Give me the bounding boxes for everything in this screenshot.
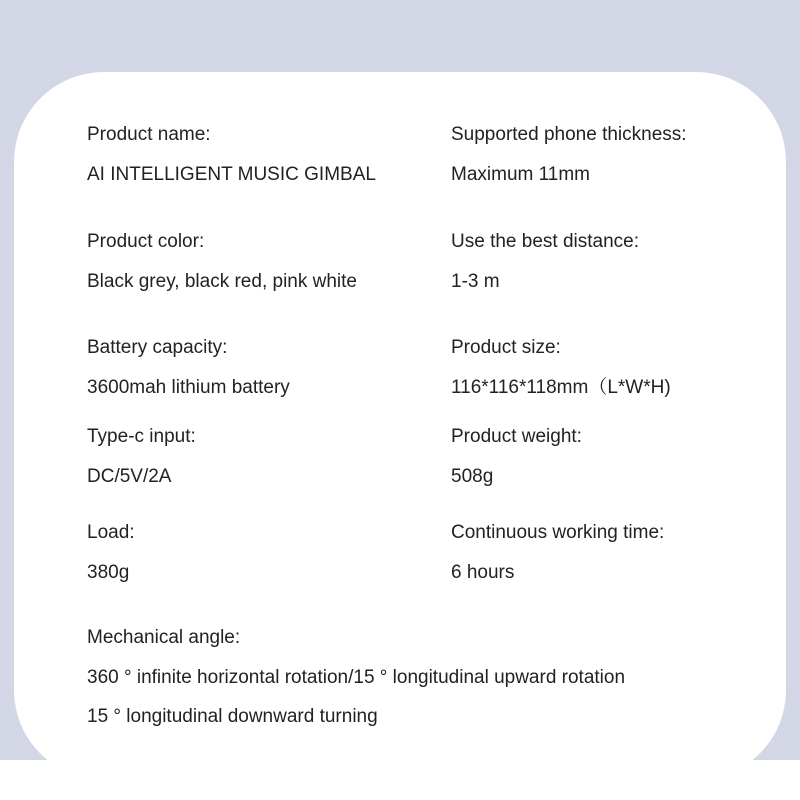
spec-label: Product name: [87,124,211,145]
spec-working-time [451,523,664,583]
spec-label: Continuous working time: [451,522,665,543]
spec-value: 1-3 m [451,271,500,292]
spec-value: 6 hours [451,562,515,583]
spec-value: 508g [451,466,494,487]
spec-label: Use the best distance: [451,231,639,252]
spec-value: Maximum 11mm [451,164,590,185]
spec-label: Type-c input: [87,426,196,447]
spec-value: 3600mah lithium battery [87,377,290,398]
spec-label: Product weight: [451,426,582,447]
spec-phone-thickness [451,125,687,185]
spec-value: Black grey, black red, pink white [87,271,357,292]
spec-label: Supported phone thickness: [451,124,687,145]
spec-product-color [87,232,357,292]
spec-label: Battery capacity: [87,337,228,358]
spec-battery-capacity [87,338,290,398]
spec-load [87,523,135,583]
spec-card [14,72,786,780]
spec-value: DC/5V/2A [87,466,172,487]
spec-product-size [451,338,671,398]
spec-label: Load: [87,522,135,543]
spec-product-name [87,125,376,185]
spec-label: Mechanical angle: [87,627,241,648]
spec-value: 360 ° infinite horizontal rotation/15 ° longitudinal upward rotation [87,667,626,688]
spec-label: Product color: [87,231,205,252]
spec-value: 116*116*118mm（L*W*H) [451,377,671,398]
spec-value: 15 ° longitudinal downward turning [87,706,378,727]
spec-label: Product size: [451,337,561,358]
spec-value: AI INTELLIGENT MUSIC GIMBAL [87,164,376,185]
spec-best-distance [451,232,639,292]
spec-product-weight [451,427,582,487]
spec-mechanical-angle [87,628,625,727]
spec-typec-input [87,427,196,487]
spec-value: 380g [87,562,130,583]
